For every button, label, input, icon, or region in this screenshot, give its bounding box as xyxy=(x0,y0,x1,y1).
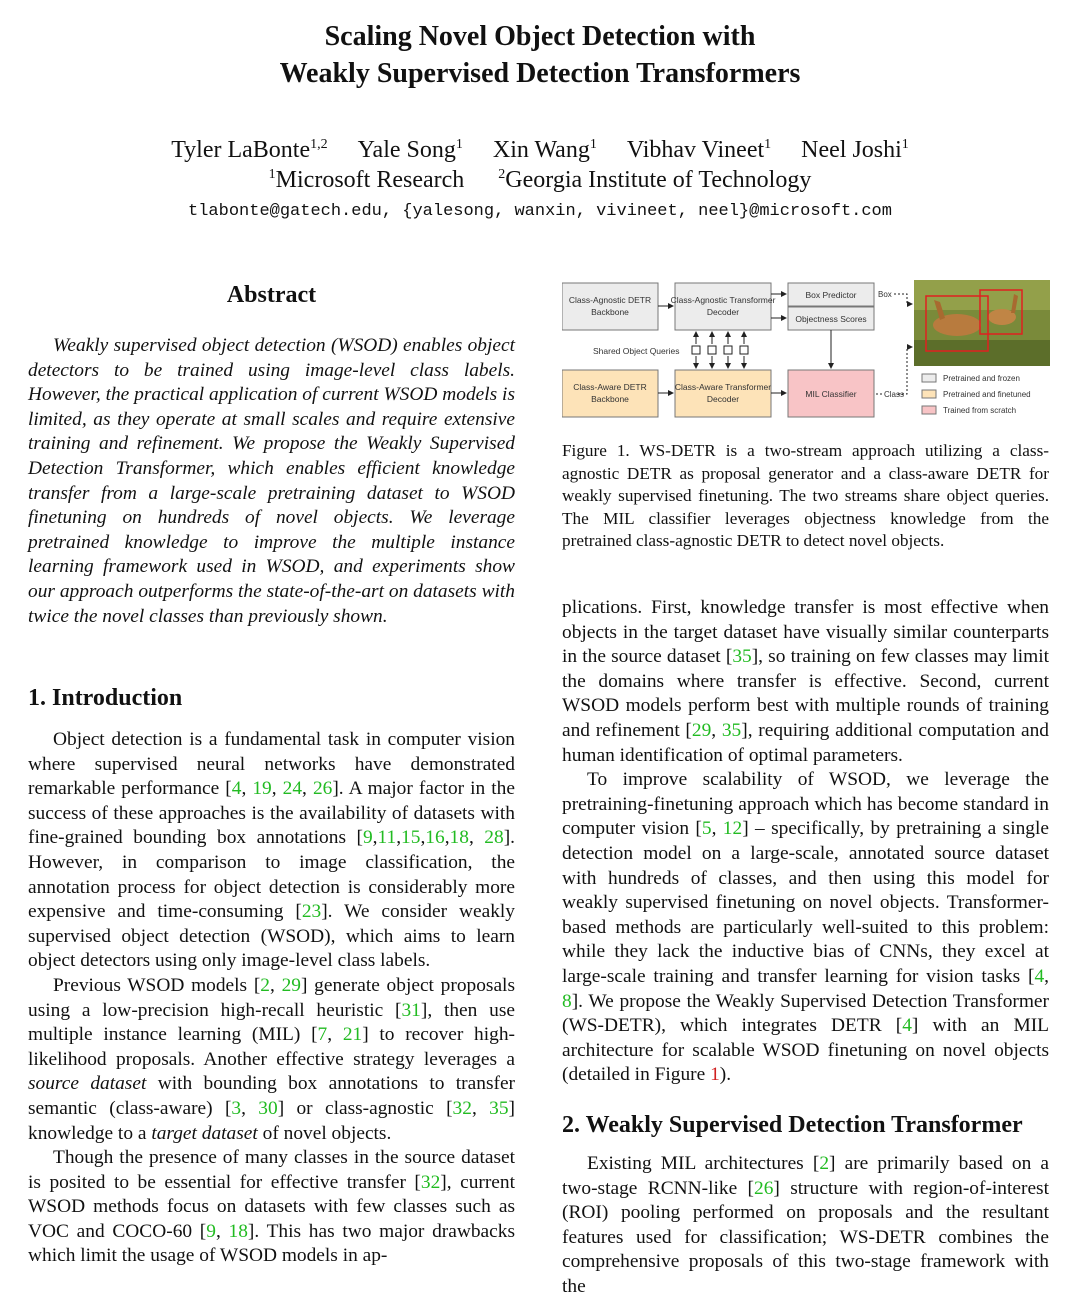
intro-paragraph-4: To improve scalability of WSOD, we leverage the pretraining-finetuning approach which has become standard in computer vision [5, 12] – specifically, by pretraining a single detection model on a large-scale, annotated source dataset with hundreds of classes, and then using this model for weakly supervised finetuning on novel objects. Transformer-based methods are particularly well-suited to this problem: while they lack the inductive bias of CNNs, they excel at large-scale training and transfer learning for vision tasks [4, 8]. We propose the Weakly Supervised Detection Transformer (WS-DETR), which integrates DETR [4] with an MIL architecture for scalable WSOD finetuning on novel objects (detailed in Figure 1). xyxy=(562,769,1049,1086)
citation-link[interactable]: 23 xyxy=(301,901,322,923)
affiliation: $^1$Microsoft Research xyxy=(268,167,465,193)
citation-link[interactable]: 2 xyxy=(819,1153,830,1174)
author-emails: tlabonte@gatech.edu, {yalesong, wanxin, vivineet, neel}@microsoft.com xyxy=(188,202,892,221)
intro-paragraph-3: Though the presence of many classes in the source dataset is posited to be essential for effective transfer [32], current WSOD methods focus on datasets with few classes such as VOC and COCO-60 [9, 18]. This has two major drawbacks which limit the usage of WSOD models in ap- xyxy=(28,1147,515,1267)
citation-link[interactable]: 4 xyxy=(231,778,242,800)
section-heading-ws-detr: 2. Weakly Supervised Detection Transformer xyxy=(562,1112,1023,1138)
svg-text:Pretrained and frozen: Pretrained and frozen xyxy=(943,374,1020,383)
title-line-1: Scaling Novel Object Detection with xyxy=(324,21,756,52)
mil-classifier-label: MIL Classifier xyxy=(805,389,857,399)
citation-link[interactable]: 4 xyxy=(902,1015,912,1037)
object-queries xyxy=(692,332,748,368)
citation-link[interactable]: 30 xyxy=(258,1097,278,1119)
citation-link[interactable]: 31 xyxy=(401,999,421,1021)
title-line-2: Weakly Supervised Detection Transformers xyxy=(279,58,801,89)
right-column-body xyxy=(562,596,1049,1088)
citation-link[interactable]: 29 xyxy=(691,719,712,741)
intro-continuation: plications. First, knowledge transfer is most effective when objects in the target dataset have visually similar counterparts in the source dataset [35], so training on few classes may limit the domains where transfer is effective. Second, current WSOD models perform best with multiple rounds of training and refinement [29, 35], requiring additional computation and human identification of optimal parameters. xyxy=(562,597,1049,766)
figure-legend xyxy=(922,374,1031,415)
citation-link[interactable]: 9 xyxy=(362,827,373,849)
author: Vibhav Vineet$^1$ xyxy=(626,137,772,163)
abstract-text: Weakly supervised object detection (WSOD) enables object detectors to be trained using image-level class labels. However, the practical application of current WSOD models is limited, as they operate at small scales and require extensive training and refinement. We propose the Weakly Supervised Detection Transformer, which enables efficient knowledge transfer from a large-scale pretraining dataset to WSOD finetuning on hundreds of novel objects. We leverage pretrained knowledge to improve the multiple instance learning framework used in WSOD, and experiments show our approach outperforms the state-of-the-art on datasets with twice the novel classes than previously shown. xyxy=(28,335,515,627)
citation-link[interactable]: 32 xyxy=(452,1097,472,1119)
class-aware-decoder-label: Class-Aware Transformer Decoder xyxy=(674,382,772,404)
abstract-heading: Abstract xyxy=(226,282,317,308)
class-aware-backbone-label: Class-Aware DETR Backbone xyxy=(573,382,647,404)
citation-link[interactable]: 12 xyxy=(722,818,743,840)
figure-1-diagram xyxy=(562,280,1052,420)
affiliations xyxy=(0,166,1080,195)
citation-link[interactable]: 2 xyxy=(260,974,270,996)
citation-link[interactable]: 26 xyxy=(312,778,333,800)
class-agnostic-backbone-label: Class-Agnostic DETR Backbone xyxy=(568,295,652,317)
paper-title xyxy=(0,18,1080,92)
intro-paragraph-1: Object detection is a fundamental task in computer vision where supervised neural networks have demonstrated remarkable performance [4, 19, 24, 26]. A major factor in the success of these approaches is the availability of datasets with fine-grained bounding box annotations [9,11,15,16,18, 28]. However, in comparison to image classification, the annotation process for object detection is considerably more expensive and time-consuming [23]. We consider weakly supervised object detection (WSOD), which aims to learn object detectors using only image-level class labels. xyxy=(28,729,515,972)
citation-link[interactable]: 16 xyxy=(425,827,445,849)
citation-link[interactable]: 4 xyxy=(1034,965,1045,987)
shared-queries-label: Shared Object Queries xyxy=(593,346,680,356)
citation-link[interactable]: 24 xyxy=(282,778,303,800)
figure-1-caption: Figure 1. WS-DETR is a two-stream approach utilizing a class-agnostic DETR as proposal generator and a class-aware DETR for weakly supervised finetuning. The two streams share object queries. The MIL classifier leverages objectness knowledge from the pretrained class-agnostic DETR to detect novel objects. xyxy=(562,441,1049,551)
objectness-scores-label: Objectness Scores xyxy=(795,314,867,324)
class-agnostic-decoder-label: Class-Agnostic Transformer Decoder xyxy=(670,295,776,317)
author: Neel Joshi$^1$ xyxy=(801,137,909,163)
citation-link[interactable]: 35 xyxy=(489,1097,509,1119)
author: Tyler LaBonte$^{1,2}$ xyxy=(171,137,328,163)
svg-text:Pretrained and finetuned: Pretrained and finetuned xyxy=(943,390,1031,399)
author: Xin Wang$^1$ xyxy=(492,137,597,163)
citation-link[interactable]: 8 xyxy=(562,990,572,1012)
citation-link[interactable]: 32 xyxy=(420,1171,441,1193)
citation-link[interactable]: 19 xyxy=(252,778,272,800)
box-output-label: Box xyxy=(878,290,892,299)
section-2-body xyxy=(562,1152,1049,1300)
author: Yale Song$^1$ xyxy=(357,137,463,163)
class-output-label: Class xyxy=(884,390,905,399)
box-predictor-label: Box Predictor xyxy=(805,290,857,300)
antelope-photo xyxy=(914,280,1050,366)
citation-link[interactable]: 11 xyxy=(377,827,397,849)
citation-link[interactable]: 9 xyxy=(206,1220,216,1242)
section-heading-introduction: 1. Introduction xyxy=(28,685,183,711)
section-2-paragraph-1: Existing MIL architectures [2] are primarily based on a two-stage RCNN-like [26] structure with region-of-interest (ROI) pooling performed on proposals and the resultant features used for classification; WS-DETR combines the comprehensive proposals of this two-stage framework with the xyxy=(562,1153,1050,1297)
intro-paragraph-2: Previous WSOD models [2, 29] generate object proposals using a low-precision high-recall heuristic [31], then use multiple instance learning (MIL) [7, 21] to recover high-likelihood proposals. Another effective strategy leverages a source dataset with bounding box annotations to transfer semantic (class-aware) [3, 30] or class-agnostic [32, 35] knowledge to a target dataset of novel objects. xyxy=(28,974,516,1144)
citation-link[interactable]: 5 xyxy=(701,818,712,840)
citation-link[interactable]: 35 xyxy=(721,719,742,741)
citation-link[interactable]: 28 xyxy=(484,827,504,849)
italic-term: target dataset xyxy=(151,1122,258,1144)
citation-link[interactable]: 35 xyxy=(732,646,752,668)
citation-link[interactable]: 7 xyxy=(317,1024,328,1046)
citation-link[interactable]: 15 xyxy=(401,827,421,849)
citation-link[interactable]: 21 xyxy=(342,1024,363,1046)
affiliation: $^2$Georgia Institute of Technology xyxy=(498,167,812,193)
italic-term: source dataset xyxy=(28,1073,147,1095)
svg-text:Trained from scratch: Trained from scratch xyxy=(943,406,1017,415)
introduction-body xyxy=(28,728,515,1269)
figure-reference-link[interactable]: 1 xyxy=(710,1064,720,1086)
citation-link[interactable]: 29 xyxy=(281,974,301,996)
citation-link[interactable]: 18 xyxy=(228,1220,248,1242)
citation-link[interactable]: 26 xyxy=(754,1177,774,1199)
citation-link[interactable]: 18 xyxy=(449,827,469,849)
author-list xyxy=(0,136,1080,165)
citation-link[interactable]: 3 xyxy=(231,1097,242,1119)
